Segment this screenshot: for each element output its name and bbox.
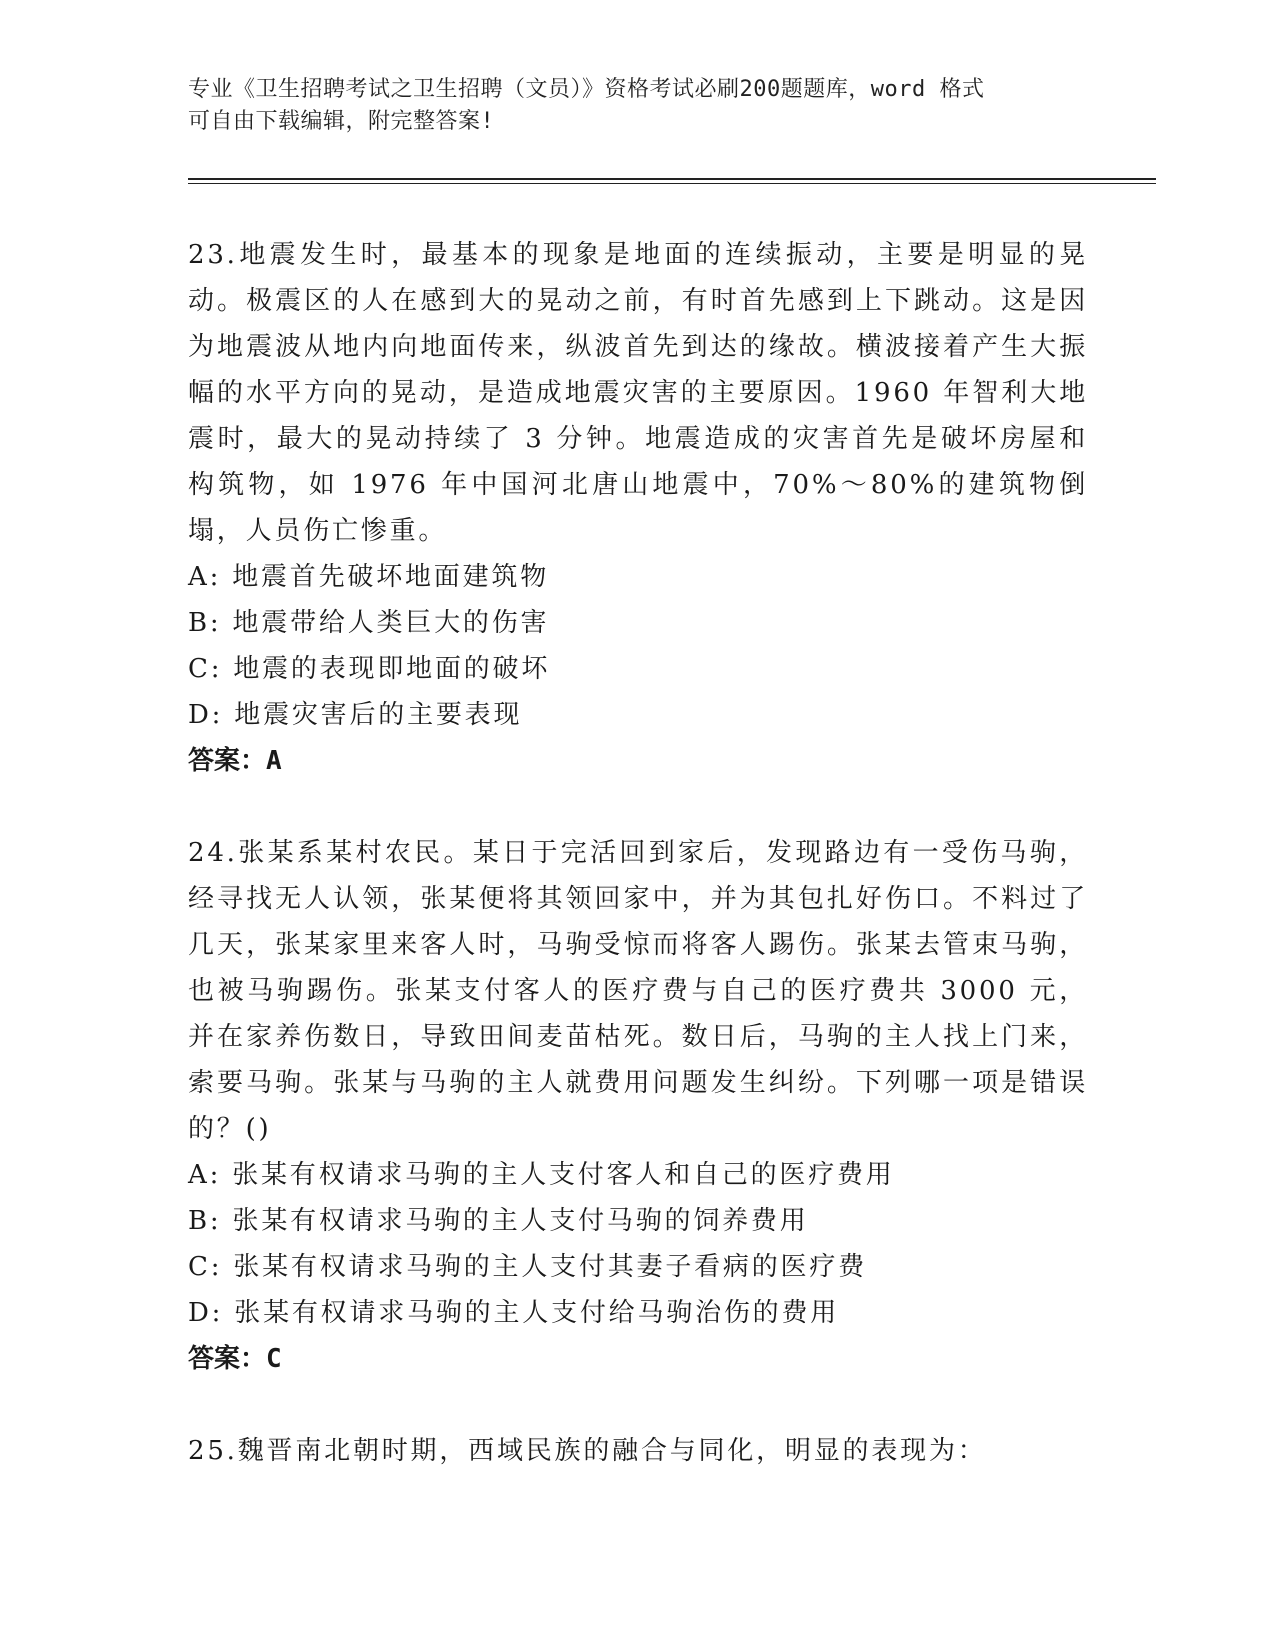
- option-c: C: 地震的表现即地面的破坏: [188, 654, 551, 684]
- spacer: [188, 1382, 1088, 1428]
- option-d: D: 地震灾害后的主要表现: [188, 700, 523, 730]
- question-24: [188, 830, 1088, 1382]
- option-b: B: 张某有权请求马驹的主人支付马驹的饲养费用: [188, 1206, 809, 1236]
- question-23: [188, 232, 1088, 784]
- header-rule-thick: [188, 178, 1156, 180]
- option-a: A: 地震首先破坏地面建筑物: [188, 562, 550, 592]
- question-text: 24.张某系某村农民。某日于完活回到家后，发现路边有一受伤马驹，经寻找无人认领，张某便将其领回家中，并为其包扎好伤口。不料过了几天，张某家里来客人时，马驹受惊而将客人踢伤。张某去管束马驹，也被马驹踢伤。张某支付客人的医疗费与自己的医疗费共 3000 元，并在家养伤数日，导致田间麦苗枯死。数日后，马驹的主人找上门来，索要马驹。张某与马驹的主人就费用问题发生纠纷。下列哪一项是错误的？(): [188, 838, 1088, 1144]
- question-25: [188, 1428, 1088, 1474]
- question-text: 25.魏晋南北朝时期，西域民族的融合与同化，明显的表现为：: [188, 1436, 987, 1466]
- spacer: [188, 784, 1088, 830]
- header-title-line-2: 可自由下载编辑，附完整答案!: [188, 109, 495, 134]
- header-rule-thin: [188, 183, 1156, 184]
- document-body: [188, 232, 1088, 1474]
- question-text: 23.地震发生时，最基本的现象是地面的连续振动，主要是明显的晃动。极震区的人在感到大的晃动之前，有时首先感到上下跳动。这是因为地震波从地内向地面传来，纵波首先到达的缘故。横波接着产生大振幅的水平方向的晃动，是造成地震灾害的主要原因。1960 年智利大地震时，最大的晃动持续了 3 分钟。地震造成的灾害首先是破坏房屋和构筑物，如 1976 年中国河北唐山地震中，70%～80%的建筑物倒塌，人员伤亡惨重。: [188, 240, 1088, 546]
- document-header: [188, 74, 1088, 138]
- option-a: A: 张某有权请求马驹的主人支付客人和自己的医疗费用: [188, 1160, 895, 1190]
- answer: 答案：A: [188, 746, 282, 776]
- answer: 答案：C: [188, 1344, 282, 1374]
- option-b: B: 地震带给人类巨大的伤害: [188, 608, 550, 638]
- header-title-line-1: 专业《卫生招聘考试之卫生招聘（文员）》资格考试必刷200题题库，word 格式: [188, 77, 985, 102]
- option-c: C: 张某有权请求马驹的主人支付其妻子看病的医疗费: [188, 1252, 867, 1282]
- option-d: D: 张某有权请求马驹的主人支付给马驹治伤的费用: [188, 1298, 840, 1328]
